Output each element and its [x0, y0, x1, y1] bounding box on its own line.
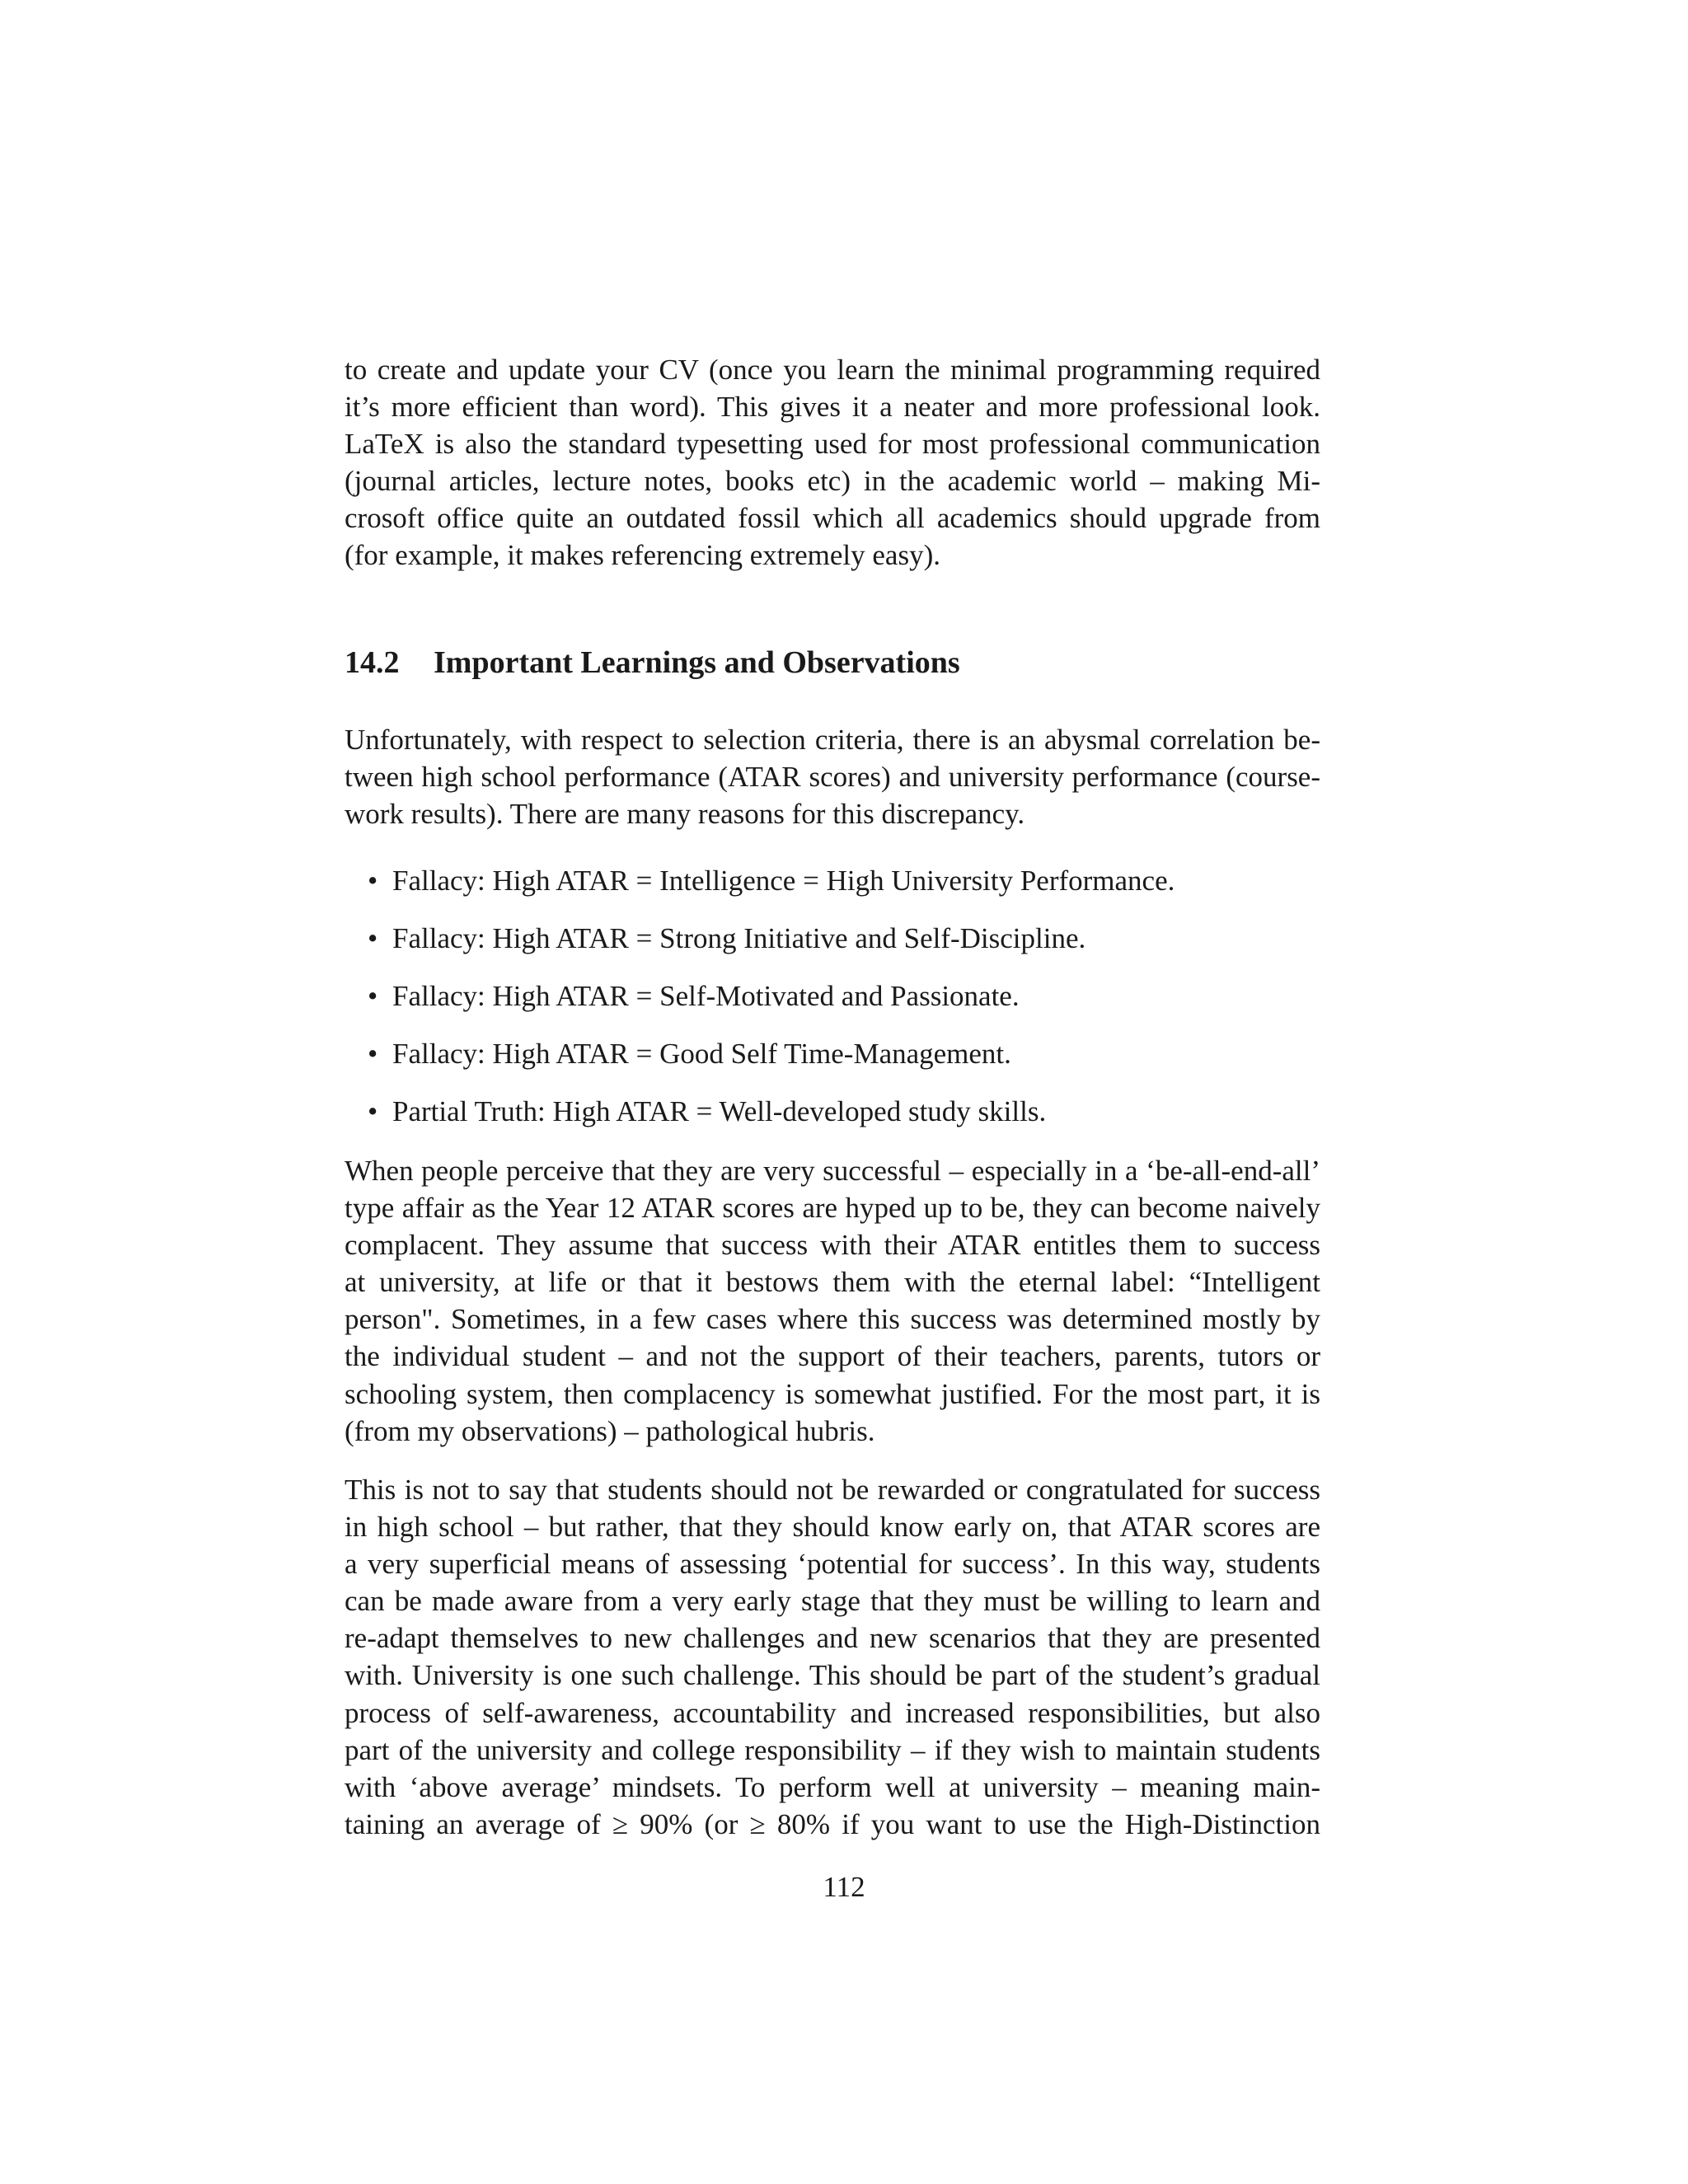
text-line: with. University is one such challenge. This should be part of the student’s gradual — [345, 1659, 1320, 1692]
intro-paragraph — [345, 351, 1320, 574]
text-line: (for example, it makes referencing extremely easy). — [345, 539, 940, 572]
text-line: re-adapt themselves to new challenges and new scenarios that they are presented — [345, 1622, 1320, 1655]
section-heading — [345, 644, 960, 681]
text-line: at university, at life or that it bestows them with the eternal label: “Intelligent — [345, 1266, 1320, 1299]
list-item — [368, 1035, 1011, 1072]
paragraph-complacency — [345, 1152, 1320, 1450]
text-line: When people perceive that they are very successful – especially in a ‘be-all-end-all’ — [345, 1155, 1320, 1187]
text-line: type affair as the Year 12 ATAR scores are hyped up to be, they can become naively — [345, 1192, 1320, 1225]
text-line: with ‘above average’ mindsets. To perform well at university – meaning main- — [345, 1770, 1320, 1803]
paragraph-superficial-measure — [345, 1471, 1320, 1843]
text-line: This is not to say that students should not be rewarded or congratulated for success — [345, 1474, 1320, 1506]
text-line: complacent. They assume that success with their ATAR entitles them to success — [345, 1229, 1320, 1262]
text-line: schooling system, then complacency is somewhat justified. For the most part, it is — [345, 1377, 1320, 1410]
text-line: a very superficial means of assessing ‘potential for success’. In this way, students — [345, 1548, 1320, 1581]
text-line: to create and update your CV (once you learn the minimal programming required — [345, 354, 1320, 386]
text-line: part of the university and college responsibility – if they wish to maintain students — [345, 1733, 1320, 1766]
list-item-text: Fallacy: High ATAR = Strong Initiative and Self-Discipline. — [392, 922, 1086, 954]
list-item — [368, 862, 1175, 899]
text-line: the individual student – and not the support of their teachers, parents, tutors or — [345, 1340, 1320, 1373]
bullet-icon: • — [368, 980, 378, 1012]
section-number: 14.2 — [345, 645, 400, 680]
paragraph-selection-criteria — [345, 721, 1320, 832]
text-line: tween high school performance (ATAR scores) and university performance (course- — [345, 761, 1320, 794]
text-line: taining an average of ≥ 90% (or ≥ 80% if you want to use the High-Distinction — [345, 1807, 1320, 1840]
text-line: Unfortunately, with respect to selection criteria, there is an abysmal correlation be- — [345, 724, 1320, 756]
text-line: LaTeX is also the standard typesetting used for most professional communication — [345, 428, 1320, 461]
text-line: it’s more efficient than word). This gives it a neater and more professional look. — [345, 391, 1320, 424]
text-line: can be made aware from a very early stage that they must be willing to learn and — [345, 1585, 1320, 1618]
page-number: 112 — [823, 1871, 865, 1903]
list-item — [368, 920, 1086, 957]
list-item-text: Fallacy: High ATAR = Good Self Time-Management. — [392, 1038, 1011, 1070]
text-line: in high school – but rather, that they should know early on, that ATAR scores are — [345, 1511, 1320, 1544]
text-line: crosoft office quite an outdated fossil which all academics should upgrade from — [345, 502, 1320, 535]
list-item — [368, 977, 1020, 1015]
list-item-text: Partial Truth: High ATAR = Well-developed study skills. — [392, 1095, 1047, 1127]
section-title: Important Learnings and Observations — [434, 645, 960, 680]
text-line: (journal articles, lecture notes, books etc) in the academic world – making Mi- — [345, 465, 1320, 498]
bullet-icon: • — [368, 1095, 378, 1127]
text-line: person". Sometimes, in a few cases where this success was determined mostly by — [345, 1303, 1320, 1336]
list-item-text: Fallacy: High ATAR = Intelligence = High University Performance. — [392, 865, 1175, 897]
list-item — [368, 1093, 1047, 1130]
text-line: work results). There are many reasons for this discrepancy. — [345, 798, 1025, 831]
list-item-text: Fallacy: High ATAR = Self-Motivated and Passionate. — [392, 980, 1020, 1012]
bullet-icon: • — [368, 1038, 378, 1070]
text-line: (from my observations) – pathological hubris. — [345, 1414, 875, 1447]
bullet-icon: • — [368, 865, 378, 897]
text-line: process of self-awareness, accountability and increased responsibilities, but also — [345, 1696, 1320, 1729]
bullet-icon: • — [368, 922, 378, 954]
